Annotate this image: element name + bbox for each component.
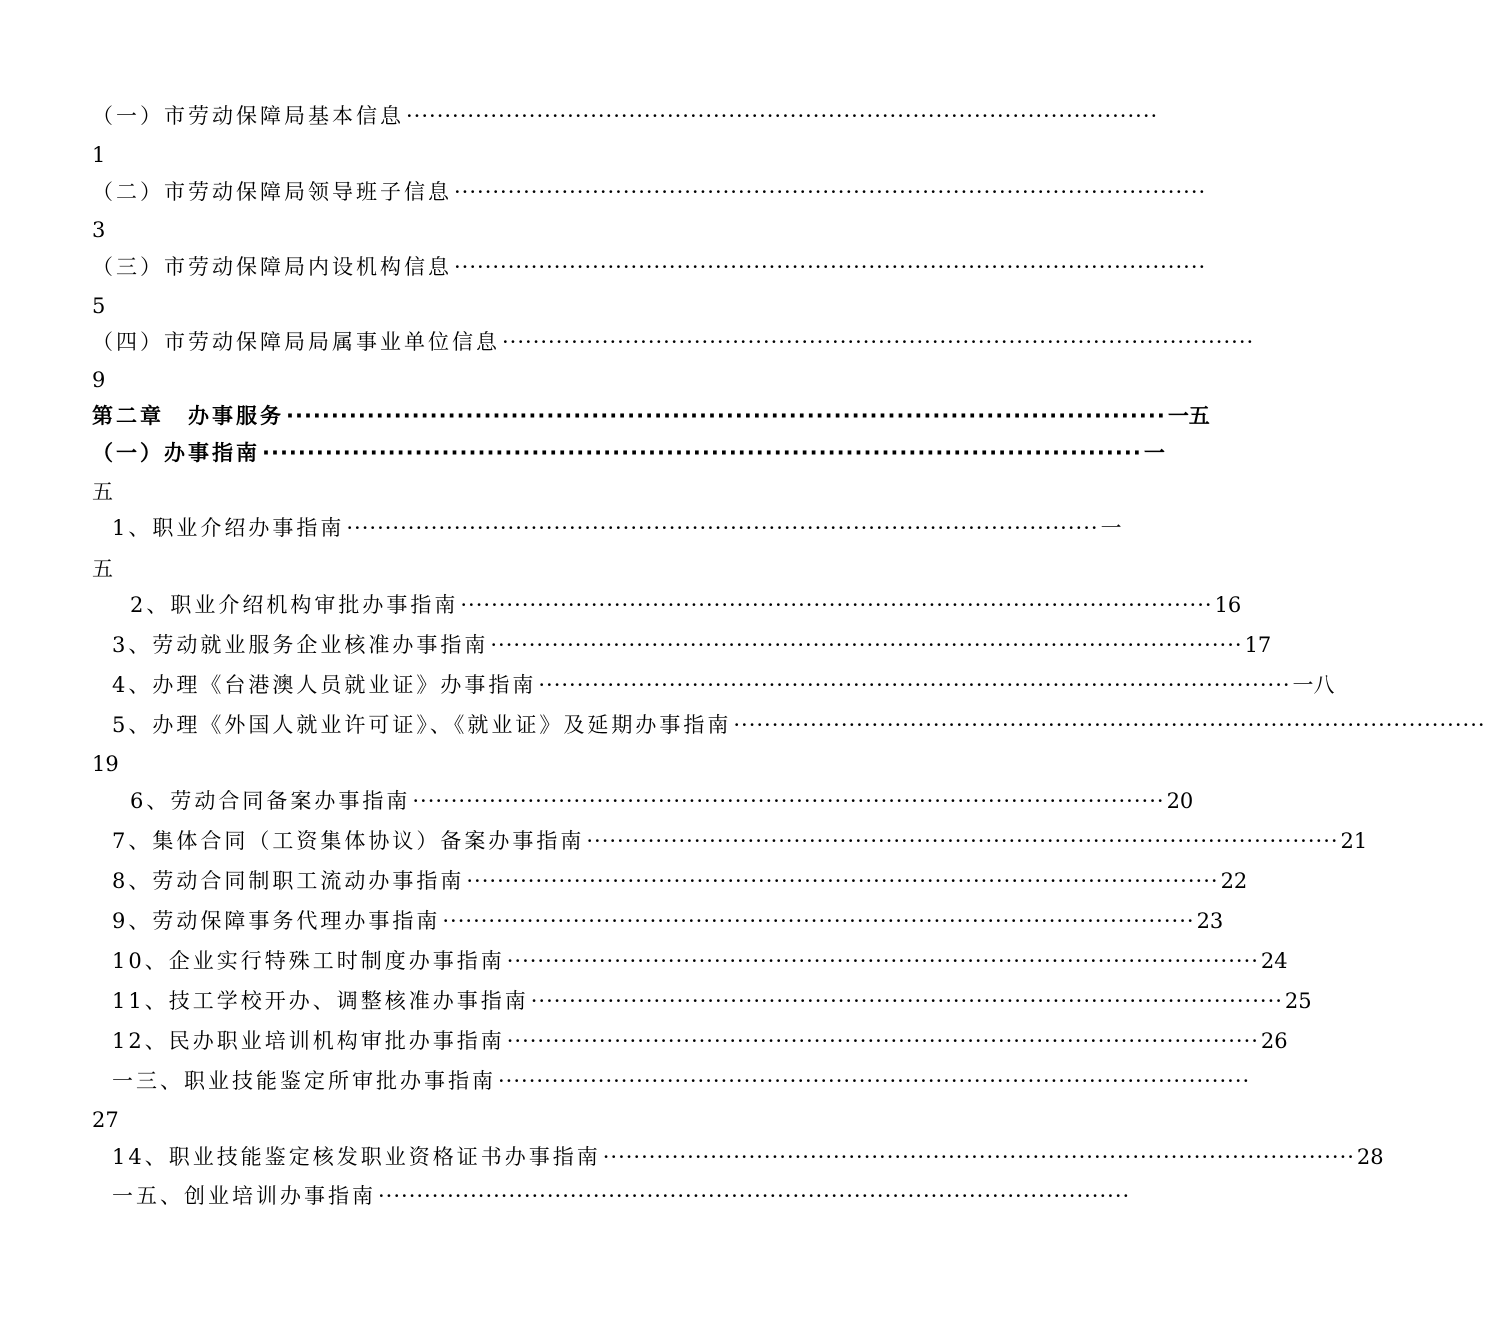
toc-leader: ·································································································· — [412, 789, 1165, 813]
toc-entry — [92, 176, 1207, 208]
toc-entry — [112, 865, 1248, 897]
toc-entry-title: （四）市劳动保障局局属事业单位信息 — [92, 330, 500, 354]
toc-leader: ·································································································· — [733, 713, 1486, 737]
toc-entry-title: 9、劳动保障事务代理办事指南 — [112, 909, 441, 933]
toc-leader: ·································································································· — [454, 255, 1207, 279]
toc-entry — [112, 905, 1224, 937]
toc-leader: ·································································································· — [466, 869, 1219, 893]
toc-entry-continuation: 27 — [92, 1108, 119, 1132]
toc-entry-continuation: 1 — [92, 143, 106, 167]
toc-entry-title: 1、职业介绍办事指南 — [112, 516, 345, 540]
toc-entry-page: 28 — [1356, 1145, 1384, 1169]
toc-entry-title: 10、企业实行特殊工时制度办事指南 — [112, 949, 505, 973]
toc-entry-title: 14、职业技能鉴定核发职业资格证书办事指南 — [112, 1145, 601, 1169]
toc-entry — [112, 709, 1486, 741]
toc-entry — [112, 945, 1288, 977]
toc-leader: ·································································································· — [378, 1184, 1131, 1208]
toc-leader: ·································································································· — [506, 1029, 1259, 1053]
toc-entry-title: 4、办理《台港澳人员就业证》办事指南 — [112, 673, 537, 697]
toc-entry-page: 25 — [1284, 989, 1312, 1013]
toc-chapter-heading — [92, 400, 1210, 432]
toc-entry-title: 一三、职业技能鉴定所审批办事指南 — [112, 1069, 496, 1093]
toc-leader: ·································································································· — [506, 949, 1259, 973]
toc-entry-title: 12、民办职业培训机构审批办事指南 — [112, 1029, 505, 1053]
toc-entry-continuation: 5 — [92, 294, 106, 318]
toc-entry — [112, 1065, 1251, 1097]
toc-entry-continuation: 五 — [92, 557, 113, 581]
toc-entry-page: 17 — [1244, 633, 1272, 657]
toc-leader: ·································································································· — [262, 441, 1142, 465]
toc-leader: ·································································································· — [406, 104, 1159, 128]
toc-leader: ·································································································· — [538, 673, 1291, 697]
toc-entry — [112, 985, 1312, 1017]
toc-leader: ·································································································· — [602, 1145, 1355, 1169]
toc-leader: ·································································································· — [286, 404, 1166, 428]
toc-entry-title: （一）办事指南 — [92, 441, 260, 465]
toc-leader: ·································································································· — [460, 593, 1213, 617]
toc-entry — [130, 589, 1242, 621]
toc-leader: ·································································································· — [498, 1069, 1251, 1093]
toc-entry — [112, 1025, 1288, 1057]
toc-leader: ·································································································· — [586, 829, 1339, 853]
toc-entry-title: 6、劳动合同备案办事指南 — [130, 789, 411, 813]
toc-entry-continuation: 9 — [92, 368, 106, 392]
toc-entry-title: 2、职业介绍机构审批办事指南 — [130, 593, 459, 617]
toc-entry-continuation: 五 — [92, 480, 113, 504]
toc-leader: ·································································································· — [454, 180, 1207, 204]
toc-entry — [112, 629, 1272, 661]
toc-entry-page: 一 — [1143, 441, 1165, 465]
toc-entry-title: 7、集体合同（工资集体协议）备案办事指南 — [112, 829, 585, 853]
toc-entry-title: （二）市劳动保障局领导班子信息 — [92, 180, 452, 204]
toc-entry — [92, 326, 1255, 358]
toc-entry-page: 16 — [1214, 593, 1242, 617]
toc-entry — [92, 100, 1159, 132]
toc-leader: ·································································································· — [442, 909, 1195, 933]
toc-entry — [92, 251, 1207, 283]
toc-entry-title: 8、劳动合同制职工流动办事指南 — [112, 869, 465, 893]
toc-entry-title: （三）市劳动保障局内设机构信息 — [92, 255, 452, 279]
toc-entry-title: 第二章 办事服务 — [92, 404, 284, 428]
toc-leader: ·································································································· — [346, 516, 1099, 540]
toc-entry — [130, 785, 1194, 817]
toc-entry-continuation: 3 — [92, 218, 106, 242]
toc-entry — [112, 512, 1122, 544]
toc-entry-page: 20 — [1166, 789, 1194, 813]
toc-entry — [112, 825, 1368, 857]
toc-entry-title: 11、技工学校开办、调整核准办事指南 — [112, 989, 529, 1013]
toc-entry-title: 3、劳动就业服务企业核准办事指南 — [112, 633, 489, 657]
toc-leader: ·································································································· — [502, 330, 1255, 354]
toc-entry — [112, 669, 1335, 701]
toc-entry-page: 一八 — [1292, 673, 1335, 697]
toc-entry-page: 22 — [1220, 869, 1248, 893]
toc-entry-page: 一 — [1100, 516, 1122, 540]
toc-entry-continuation: 19 — [92, 752, 119, 776]
toc-entry-title: 5、办理《外国人就业许可证》、《就业证》及延期办事指南 — [112, 713, 732, 737]
toc-entry — [112, 1141, 1384, 1173]
toc-leader: ·································································································· — [530, 989, 1283, 1013]
toc-entry-page: 一五 — [1167, 404, 1210, 428]
toc-entry-page: 26 — [1260, 1029, 1288, 1053]
toc-entry-title: 一五、创业培训办事指南 — [112, 1184, 376, 1208]
toc-entry-page: 24 — [1260, 949, 1288, 973]
toc-entry-page: 23 — [1196, 909, 1224, 933]
toc-section-heading — [92, 437, 1165, 469]
toc-entry-title: （一）市劳动保障局基本信息 — [92, 104, 404, 128]
toc-entry-page: 21 — [1340, 829, 1368, 853]
toc-leader: ·································································································· — [490, 633, 1243, 657]
toc-entry — [112, 1180, 1131, 1212]
